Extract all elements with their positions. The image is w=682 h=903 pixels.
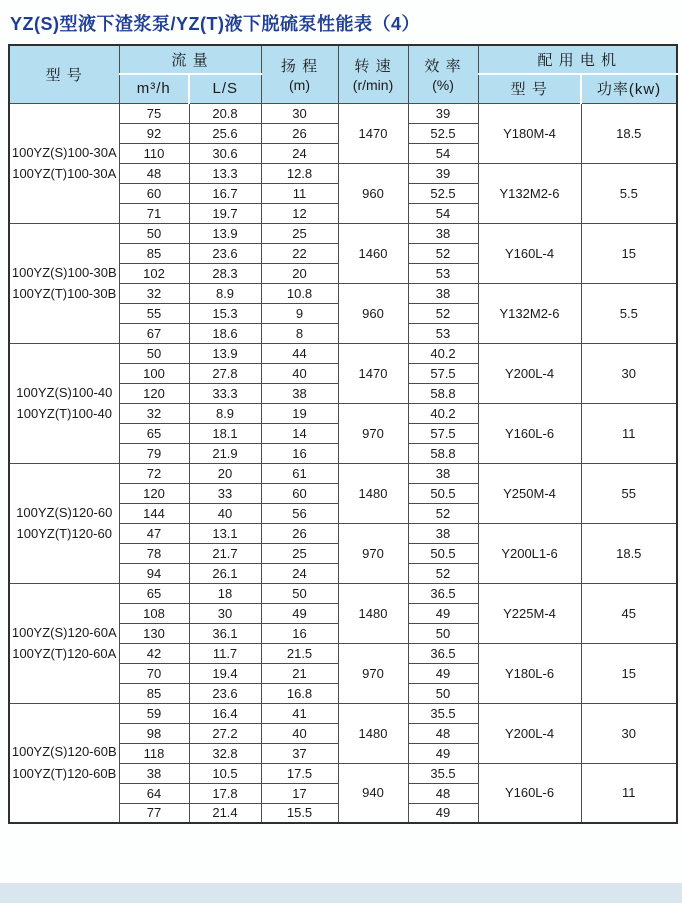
cell-efficiency: 57.5 [408,423,478,443]
cell-motor-power: 18.5 [581,523,677,583]
model-line: 100YZ(T)100-30A [12,166,117,181]
pump-table-body [9,103,677,823]
cell-flow-ls: 10.5 [189,763,261,783]
cell-flow-m3h: 130 [119,623,189,643]
header-motor-power: 功率(kw) [581,74,677,103]
cell-flow-ls: 13.9 [189,223,261,243]
cell-efficiency: 38 [408,463,478,483]
cell-efficiency: 53 [408,323,478,343]
cell-efficiency: 52 [408,563,478,583]
header-speed [338,45,408,103]
cell-flow-m3h: 85 [119,243,189,263]
header-model: 型 号 [9,45,119,103]
cell-head: 44 [261,343,338,363]
cell-efficiency: 36.5 [408,583,478,603]
cell-motor-model: Y160L-6 [478,763,581,823]
cell-efficiency: 58.8 [408,383,478,403]
cell-flow-m3h: 94 [119,563,189,583]
table-row [9,103,677,123]
cell-flow-m3h: 85 [119,683,189,703]
cell-flow-ls: 16.7 [189,183,261,203]
cell-head: 61 [261,463,338,483]
cell-head: 40 [261,723,338,743]
cell-head: 22 [261,243,338,263]
cell-head: 16.8 [261,683,338,703]
cell-flow-m3h: 78 [119,543,189,563]
cell-head: 16 [261,443,338,463]
cell-flow-ls: 21.9 [189,443,261,463]
model-line: 100YZ(S)100-30A [11,144,117,160]
cell-motor-power: 18.5 [581,103,677,163]
cell-head: 9 [261,303,338,323]
cell-efficiency: 39 [408,163,478,183]
cell-flow-ls: 33 [189,483,261,503]
cell-flow-ls: 40 [189,503,261,523]
cell-head: 19 [261,403,338,423]
page-title: YZ(S)型液下渣浆泵/YZ(T)液下脱硫泵性能表（4） [10,14,420,34]
cell-head: 12.8 [261,163,338,183]
cell-model [9,343,119,463]
cell-motor-model: Y160L-4 [478,223,581,283]
cell-head: 21 [261,663,338,683]
cell-flow-ls: 18.6 [189,323,261,343]
cell-flow-ls: 28.3 [189,263,261,283]
cell-efficiency: 50.5 [408,543,478,563]
model-line: 100YZ(S)120-60B [11,744,117,760]
cell-flow-ls: 23.6 [189,243,261,263]
model-line: 100YZ(T)100-30B [12,286,117,301]
table-row [9,223,677,243]
cell-head: 8 [261,323,338,343]
cell-flow-m3h: 50 [119,343,189,363]
cell-efficiency: 52 [408,503,478,523]
cell-flow-ls: 13.9 [189,343,261,363]
cell-flow-m3h: 110 [119,143,189,163]
header-flow-m3h: m³/h [119,74,189,103]
cell-motor-model: Y200L-4 [478,343,581,403]
cell-flow-ls: 11.7 [189,643,261,663]
cell-motor-power: 45 [581,583,677,643]
cell-model [9,583,119,703]
cell-speed: 960 [338,283,408,343]
cell-motor-model: Y132M2-6 [478,163,581,223]
model-line: 100YZ(S)120-60 [16,504,113,520]
cell-motor-model: Y180L-6 [478,643,581,703]
cell-efficiency: 48 [408,783,478,803]
cell-efficiency: 53 [408,263,478,283]
cell-flow-m3h: 71 [119,203,189,223]
cell-efficiency: 54 [408,203,478,223]
header-motor: 配 用 电 机 [478,45,677,74]
cell-motor-power: 5.5 [581,283,677,343]
cell-flow-m3h: 47 [119,523,189,543]
cell-flow-m3h: 59 [119,703,189,723]
footer-strip [0,883,682,903]
cell-flow-m3h: 102 [119,263,189,283]
cell-head: 26 [261,523,338,543]
cell-efficiency: 35.5 [408,703,478,723]
cell-model [9,463,119,583]
cell-motor-power: 55 [581,463,677,523]
model-line: 100YZ(T)120-60B [12,765,117,781]
pump-performance-table [8,44,678,824]
header-speed-unit: (r/min) [352,77,394,94]
cell-flow-m3h: 65 [119,423,189,443]
cell-motor-model: Y160L-6 [478,403,581,463]
cell-motor-model: Y225M-4 [478,583,581,643]
cell-head: 25 [261,223,338,243]
header-efficiency-unit: (%) [432,77,454,94]
cell-flow-m3h: 92 [119,123,189,143]
cell-head: 37 [261,743,338,763]
cell-head: 26 [261,123,338,143]
cell-motor-model: Y250M-4 [478,463,581,523]
table-header [9,45,677,103]
model-line: 100YZ(T)100-40 [16,406,112,421]
cell-flow-m3h: 120 [119,483,189,503]
cell-head: 11 [261,183,338,203]
cell-model [9,703,119,823]
cell-speed: 970 [338,403,408,463]
header-flow: 流 量 [119,45,261,74]
cell-flow-m3h: 75 [119,103,189,123]
cell-flow-m3h: 50 [119,223,189,243]
cell-flow-ls: 30 [189,603,261,623]
cell-efficiency: 52 [408,243,478,263]
header-head [261,45,338,103]
cell-efficiency: 35.5 [408,763,478,783]
cell-head: 25 [261,543,338,563]
cell-flow-m3h: 77 [119,803,189,823]
header-motor-model: 型 号 [478,74,581,103]
cell-head: 40 [261,363,338,383]
cell-flow-m3h: 118 [119,743,189,763]
cell-flow-ls: 21.4 [189,803,261,823]
cell-head: 21.5 [261,643,338,663]
cell-motor-power: 15 [581,643,677,703]
header-efficiency [408,45,478,103]
cell-flow-ls: 19.4 [189,663,261,683]
cell-head: 41 [261,703,338,723]
cell-efficiency: 50 [408,623,478,643]
model-line: 100YZ(T)120-60 [16,526,112,541]
cell-efficiency: 49 [408,603,478,623]
table-row [9,463,677,483]
cell-flow-ls: 18.1 [189,423,261,443]
cell-speed: 940 [338,763,408,823]
cell-head: 60 [261,483,338,503]
cell-flow-ls: 27.2 [189,723,261,743]
cell-efficiency: 49 [408,663,478,683]
cell-flow-m3h: 32 [119,403,189,423]
cell-speed: 970 [338,523,408,583]
header-speed-label: 转 速 [354,58,392,76]
cell-efficiency: 39 [408,103,478,123]
cell-flow-m3h: 38 [119,763,189,783]
cell-efficiency: 36.5 [408,643,478,663]
cell-flow-ls: 32.8 [189,743,261,763]
cell-flow-ls: 15.3 [189,303,261,323]
cell-flow-ls: 17.8 [189,783,261,803]
cell-flow-m3h: 60 [119,183,189,203]
cell-flow-m3h: 108 [119,603,189,623]
cell-flow-ls: 8.9 [189,283,261,303]
cell-speed: 1480 [338,703,408,763]
cell-flow-m3h: 79 [119,443,189,463]
header-head-label: 扬 程 [280,58,319,76]
cell-efficiency: 38 [408,283,478,303]
cell-flow-m3h: 32 [119,283,189,303]
cell-efficiency: 52.5 [408,123,478,143]
cell-flow-ls: 30.6 [189,143,261,163]
cell-flow-ls: 20 [189,463,261,483]
cell-efficiency: 49 [408,743,478,763]
cell-head: 50 [261,583,338,603]
cell-motor-power: 30 [581,703,677,763]
cell-flow-m3h: 42 [119,643,189,663]
header-head-unit: (m) [289,77,311,94]
cell-flow-ls: 13.1 [189,523,261,543]
cell-flow-m3h: 64 [119,783,189,803]
cell-motor-model: Y200L-4 [478,703,581,763]
cell-motor-model: Y180M-4 [478,103,581,163]
cell-efficiency: 38 [408,223,478,243]
table-row [9,703,677,723]
cell-flow-m3h: 48 [119,163,189,183]
cell-flow-ls: 25.6 [189,123,261,143]
cell-speed: 1470 [338,103,408,163]
cell-motor-power: 11 [581,403,677,463]
cell-model [9,223,119,343]
cell-efficiency: 49 [408,803,478,823]
cell-head: 17.5 [261,763,338,783]
header-efficiency-label: 效 率 [424,58,462,76]
cell-efficiency: 38 [408,523,478,543]
model-line: 100YZ(S)120-60A [11,624,117,640]
model-line: 100YZ(T)120-60A [12,646,117,661]
cell-head: 10.8 [261,283,338,303]
cell-head: 14 [261,423,338,443]
cell-head: 16 [261,623,338,643]
cell-motor-power: 11 [581,763,677,823]
model-line: 100YZ(S)100-40 [16,384,113,400]
cell-efficiency: 40.2 [408,403,478,423]
cell-flow-ls: 20.8 [189,103,261,123]
cell-motor-power: 15 [581,223,677,283]
cell-efficiency: 50 [408,683,478,703]
cell-efficiency: 52 [408,303,478,323]
cell-flow-ls: 19.7 [189,203,261,223]
cell-flow-ls: 33.3 [189,383,261,403]
header-flow-ls: L/S [189,74,261,103]
cell-efficiency: 50.5 [408,483,478,503]
cell-efficiency: 40.2 [408,343,478,363]
cell-speed: 1480 [338,583,408,643]
cell-efficiency: 58.8 [408,443,478,463]
cell-flow-m3h: 70 [119,663,189,683]
cell-flow-m3h: 67 [119,323,189,343]
cell-flow-m3h: 72 [119,463,189,483]
cell-motor-model: Y132M2-6 [478,283,581,343]
cell-efficiency: 48 [408,723,478,743]
cell-head: 56 [261,503,338,523]
cell-flow-m3h: 100 [119,363,189,383]
cell-flow-m3h: 98 [119,723,189,743]
cell-head: 24 [261,563,338,583]
cell-efficiency: 52.5 [408,183,478,203]
cell-motor-power: 30 [581,343,677,403]
cell-head: 12 [261,203,338,223]
cell-motor-power: 5.5 [581,163,677,223]
cell-efficiency: 54 [408,143,478,163]
cell-speed: 1460 [338,223,408,283]
cell-flow-ls: 16.4 [189,703,261,723]
cell-model [9,103,119,223]
cell-head: 15.5 [261,803,338,823]
cell-speed: 1470 [338,343,408,403]
cell-flow-ls: 23.6 [189,683,261,703]
cell-flow-ls: 26.1 [189,563,261,583]
cell-speed: 960 [338,163,408,223]
cell-motor-model: Y200L1-6 [478,523,581,583]
table-row [9,343,677,363]
table-row [9,583,677,603]
cell-flow-ls: 13.3 [189,163,261,183]
cell-flow-m3h: 55 [119,303,189,323]
cell-speed: 970 [338,643,408,703]
cell-head: 17 [261,783,338,803]
model-line: 100YZ(S)100-30B [11,264,117,280]
cell-head: 30 [261,103,338,123]
cell-flow-m3h: 120 [119,383,189,403]
cell-flow-ls: 8.9 [189,403,261,423]
header-row-top [9,45,677,74]
cell-flow-m3h: 65 [119,583,189,603]
cell-flow-ls: 18 [189,583,261,603]
cell-head: 24 [261,143,338,163]
cell-flow-ls: 27.8 [189,363,261,383]
cell-flow-m3h: 144 [119,503,189,523]
cell-head: 49 [261,603,338,623]
cell-speed: 1480 [338,463,408,523]
cell-head: 20 [261,263,338,283]
cell-head: 38 [261,383,338,403]
cell-flow-ls: 36.1 [189,623,261,643]
cell-efficiency: 57.5 [408,363,478,383]
cell-flow-ls: 21.7 [189,543,261,563]
